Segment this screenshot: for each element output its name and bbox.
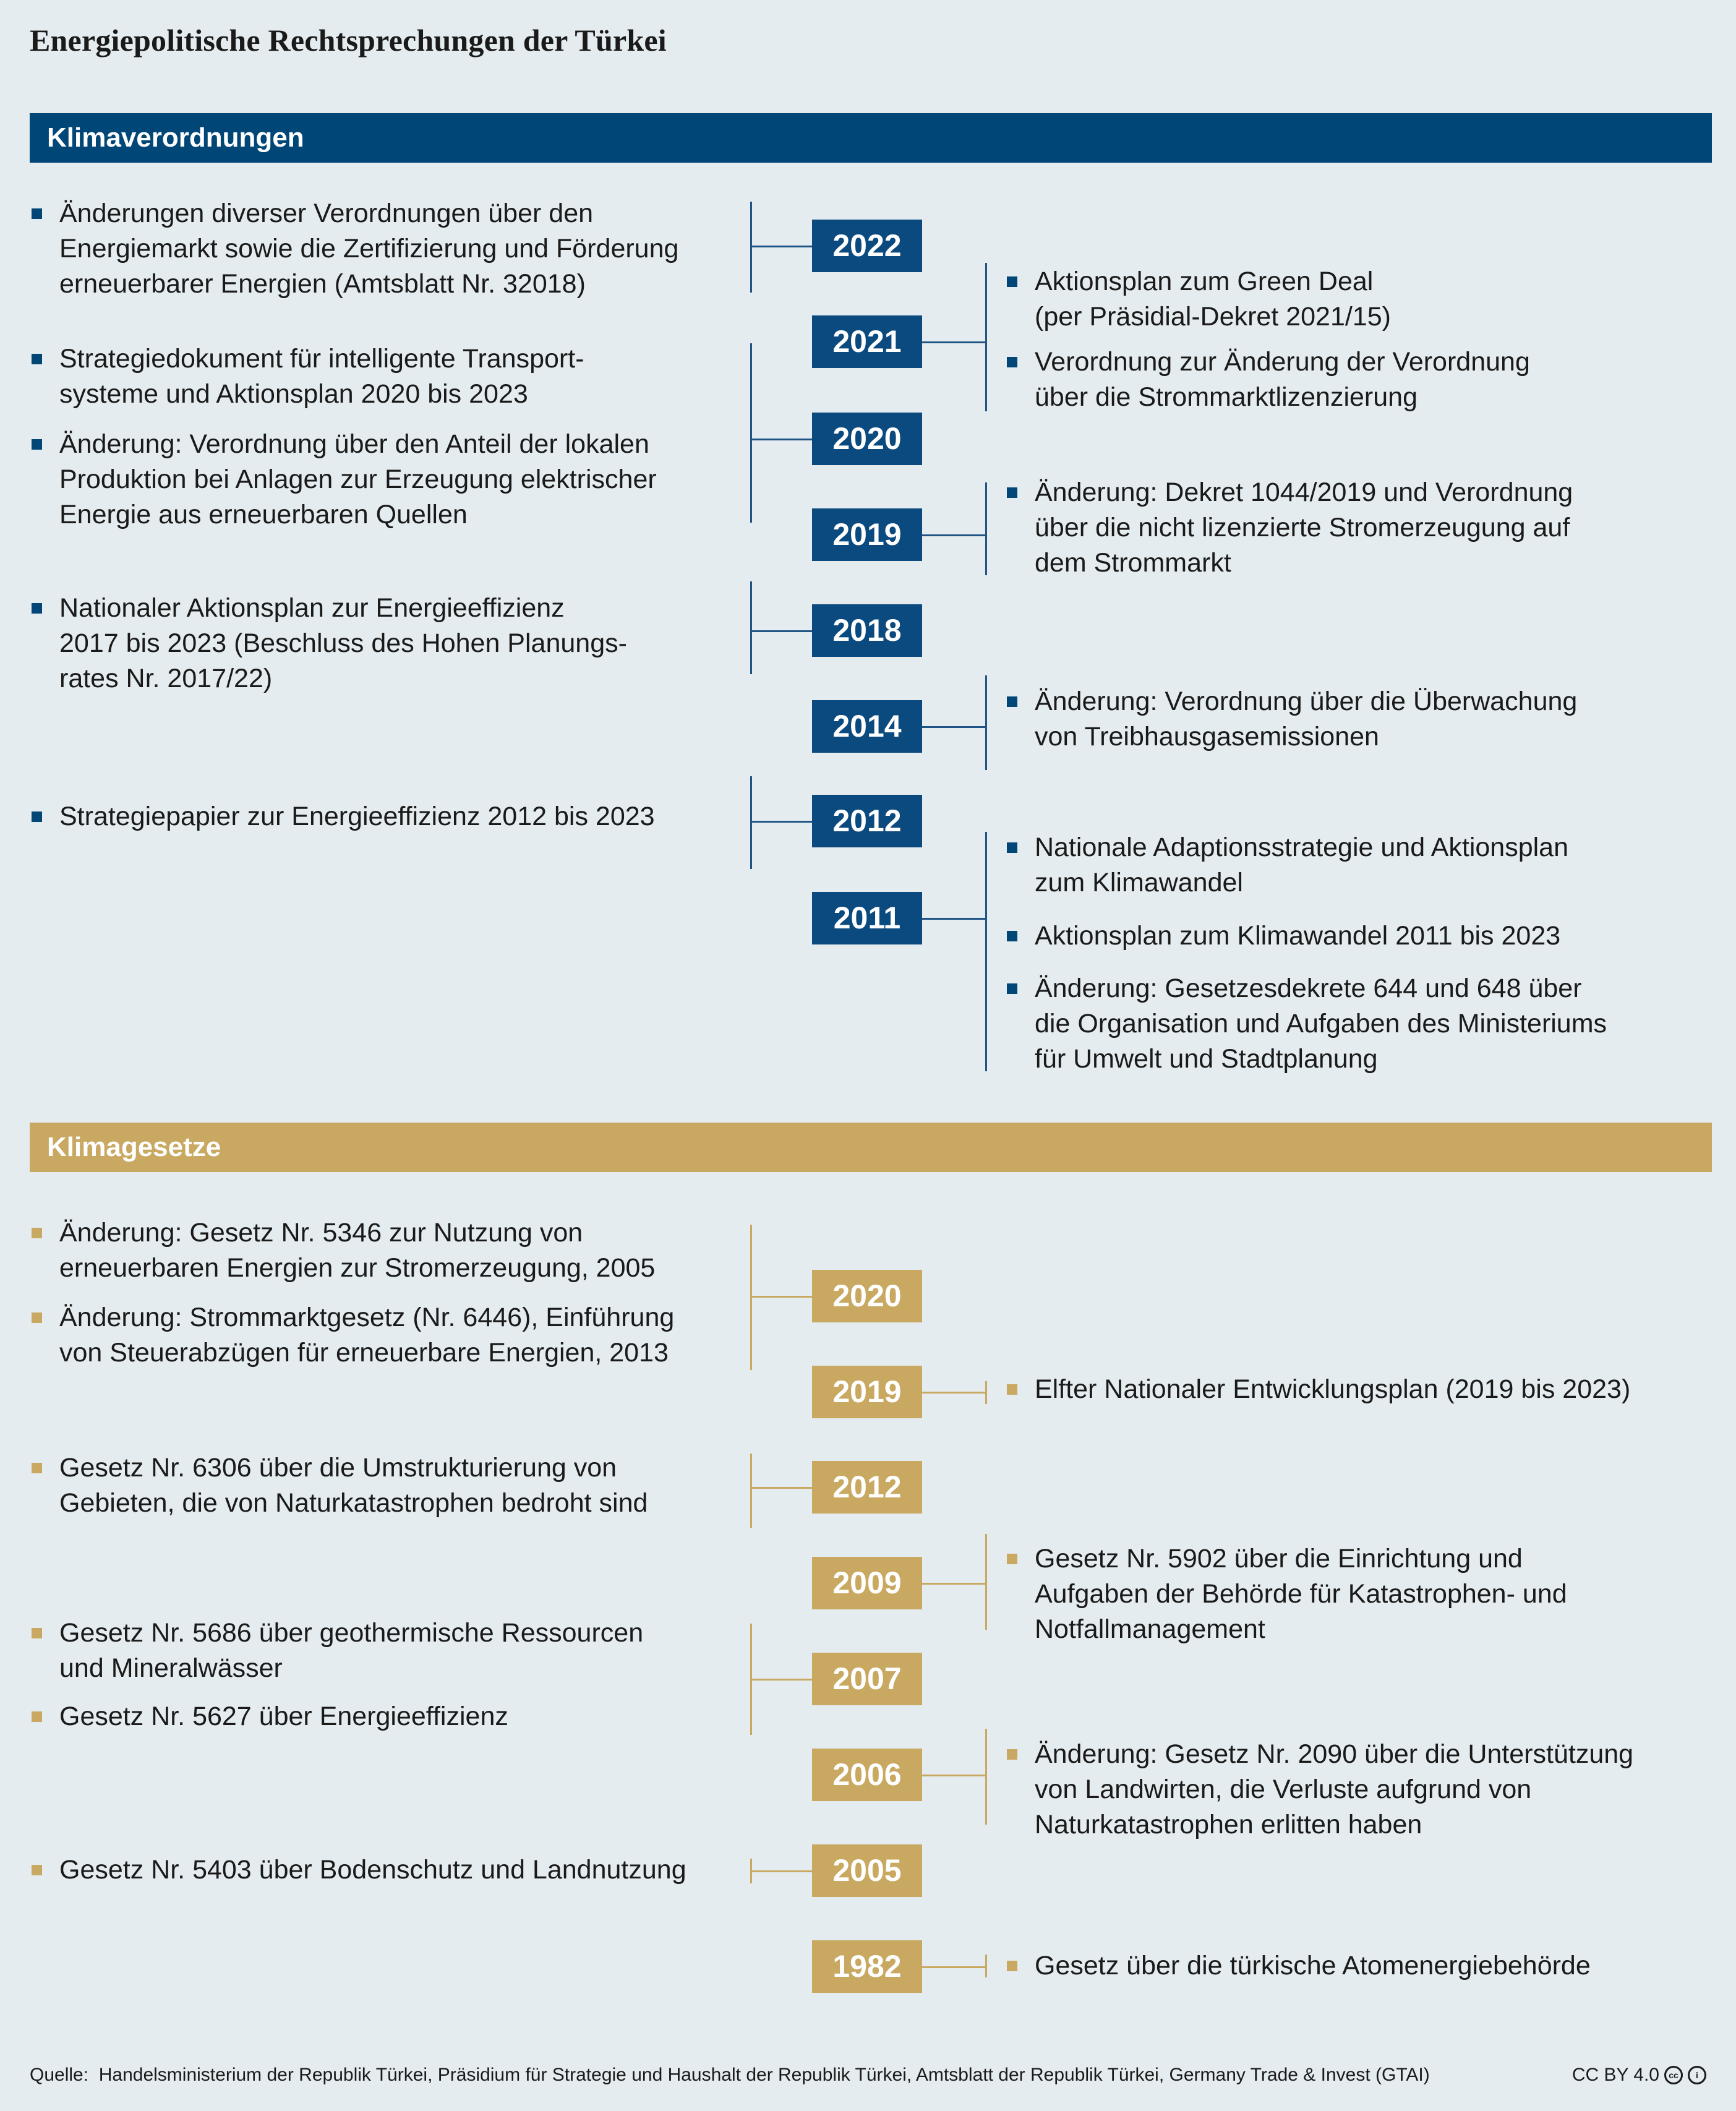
item-text-line: erneuerbaren Energien zur Stromerzeugung, 2005 [59,1253,656,1283]
item-text-line: von Steuerabzügen für erneuerbare Energien, 2013 [59,1338,669,1368]
item-text-line: Nationaler Aktionsplan zur Energieeffizienz [59,593,565,623]
item-text-line: zum Klimawandel [1035,868,1243,897]
year-box-2009: 2009 [812,1557,922,1609]
list-item [1005,475,1722,581]
list-item [30,1616,759,1686]
year-box-2018: 2018 [812,604,922,657]
bullet-square-icon [32,439,42,450]
list-item [1005,1372,1722,1407]
connector-vertical [985,1729,987,1825]
bullet-square-icon [32,1228,42,1238]
bullet-square-icon [1007,1749,1017,1760]
item-text-line: rates Nr. 2017/22) [59,664,273,693]
year-box-2006: 2006 [812,1749,922,1801]
connector-horizontal [922,918,987,920]
item-text-line: Gesetz Nr. 5403 über Bodenschutz und Landnutzung [59,1855,686,1885]
item-text-line: von Landwirten, die Verluste aufgrund von [1035,1775,1532,1804]
list-item [1005,918,1722,954]
source-note [30,2065,1430,2086]
connector-horizontal [750,1296,812,1298]
item-text-line: Änderung: Dekret 1044/2019 und Verordnung [1035,477,1573,507]
list-item [1005,830,1722,901]
bullet-square-icon [1007,487,1017,498]
item-text-line: Naturkatastrophen erlitten haben [1035,1810,1422,1839]
page-title: Energiepolitische Rechtsprechungen der Türkei [30,23,667,58]
item-text-line: und Mineralwässer [59,1653,283,1683]
list-item [1005,1948,1722,1984]
attribution-icon: i [1688,2066,1706,2084]
section-header-2: Klimagesetze [30,1123,1712,1172]
connector-vertical [985,482,987,575]
year-box-1982: 1982 [812,1940,922,1993]
list-item [30,799,759,834]
connector-horizontal [750,1679,812,1681]
year-box-2012: 2012 [812,1461,922,1514]
list-item [1005,971,1722,1077]
bullet-square-icon [32,208,42,219]
item-text-line: Änderung: Gesetzesdekrete 644 und 648 über [1035,974,1582,1003]
item-text-line: über die Strommarktlizenzierung [1035,382,1417,412]
year-box-2020: 2020 [812,413,922,465]
connector-vertical [985,1534,987,1630]
connector-horizontal [750,1487,812,1489]
bullet-square-icon [32,1711,42,1722]
item-text-line: erneuerbarer Energien (Amtsblatt Nr. 32018) [59,269,586,299]
item-text-line: Produktion bei Anlagen zur Erzeugung elektrischer [59,465,657,494]
connector-horizontal [922,726,987,728]
connector-vertical [985,675,987,770]
bullet-square-icon [1007,696,1017,707]
year-box-2021: 2021 [812,315,922,368]
list-item [30,427,759,533]
list-item [30,1300,759,1371]
item-text-line: Gesetz über die türkische Atomenergiebehörde [1035,1951,1591,1980]
year-box-2019: 2019 [812,508,922,561]
list-item [30,341,759,412]
connector-vertical [985,832,987,1071]
item-text-line: Gesetz Nr. 5627 über Energieeffizienz [59,1702,508,1731]
source-text: Handelsministerium der Republik Türkei, Präsidium für Strategie und Haushalt der Republik Türkei, Amtsblatt der Republik Türkei, Germany Trade & Invest (GTAI) [98,2065,1430,2085]
item-text-line: die Organisation und Aufgaben des Ministeriums [1035,1009,1607,1038]
list-item [1005,1541,1722,1647]
item-text-line: Änderungen diverser Verordnungen über den [59,199,594,228]
license-badge [1572,2065,1706,2086]
item-text-line: Aktionsplan zum Green Deal [1035,267,1374,296]
connector-horizontal [922,1583,987,1585]
bullet-square-icon [32,811,42,822]
connector-horizontal [922,534,987,536]
connector-horizontal [922,1392,987,1394]
list-item [1005,345,1722,415]
list-item [1005,264,1722,335]
item-text-line: Energiemarkt sowie die Zertifizierung und Förderung [59,234,679,263]
item-text-line: Strategiedokument für intelligente Transport- [59,344,584,374]
year-box-2020: 2020 [812,1270,922,1322]
item-text-line: dem Strommarkt [1035,548,1231,578]
year-box-2022: 2022 [812,220,922,272]
list-item [30,591,759,696]
cc-icon: cc [1664,2066,1683,2084]
item-text-line: Strategiepapier zur Energieeffizienz 2012 bis 2023 [59,802,655,831]
bullet-square-icon [1007,842,1017,853]
bullet-square-icon [32,1865,42,1875]
bullet-square-icon [32,1463,42,1473]
list-item [30,1852,759,1888]
bullet-square-icon [1007,1554,1017,1564]
bullet-square-icon [1007,276,1017,287]
bullet-square-icon [32,603,42,614]
list-item [30,1215,759,1286]
item-text-line: Gebieten, die von Naturkatastrophen bedroht sind [59,1488,648,1518]
bullet-square-icon [32,1628,42,1638]
item-text-line: systeme und Aktionsplan 2020 bis 2023 [59,379,528,409]
license-text: CC BY 4.0 [1571,2065,1659,2085]
list-item [1005,1737,1722,1843]
year-box-2007: 2007 [812,1653,922,1705]
item-text-line: Gesetz Nr. 6306 über die Umstrukturierung von [59,1453,617,1483]
connector-horizontal [750,439,812,440]
connector-horizontal [750,1870,812,1872]
item-text-line: Energie aus erneuerbaren Quellen [59,500,468,529]
item-text-line: Änderung: Gesetz Nr. 2090 über die Unterstützung [1035,1739,1634,1769]
source-label: Quelle: [30,2065,89,2085]
list-item [30,196,759,302]
bullet-square-icon [1007,931,1017,941]
bullet-square-icon [1007,357,1017,367]
item-text-line: Änderung: Verordnung über den Anteil der lokalen [59,429,649,459]
item-text-line: Änderung: Strommarktgesetz (Nr. 6446), Einführung [59,1303,675,1332]
connector-horizontal [922,341,987,343]
bullet-square-icon [32,354,42,364]
list-item [1005,684,1722,755]
bullet-square-icon [32,1312,42,1323]
year-box-2014: 2014 [812,700,922,753]
connector-horizontal [750,630,812,632]
item-text-line: (per Präsidial-Dekret 2021/15) [1035,302,1391,332]
item-text-line: von Treibhausgasemissionen [1035,722,1379,751]
item-text-line: Notfallmanagement [1035,1614,1265,1644]
item-text-line: für Umwelt und Stadtplanung [1035,1044,1378,1074]
item-text-line: Änderung: Verordnung über die Überwachung [1035,687,1578,716]
bullet-square-icon [1007,1961,1017,1971]
connector-horizontal [922,1775,987,1776]
list-item [30,1450,759,1521]
section-header-1: Klimaverordnungen [30,113,1712,163]
item-text-line: 2017 bis 2023 (Beschluss des Hohen Planungs- [59,628,627,658]
year-box-2005: 2005 [812,1844,922,1897]
item-text-line: Verordnung zur Änderung der Verordnung [1035,347,1530,377]
list-item [30,1699,759,1734]
connector-horizontal [750,821,812,823]
connector-vertical [985,263,987,411]
item-text-line: über die nicht lizenzierte Stromerzeugung auf [1035,513,1570,542]
year-box-2011: 2011 [812,892,922,944]
year-box-2012: 2012 [812,795,922,847]
item-text-line: Aufgaben der Behörde für Katastrophen- und [1035,1579,1567,1609]
connector-horizontal [922,1966,987,1968]
item-text-line: Aktionsplan zum Klimawandel 2011 bis 2023 [1035,921,1561,951]
item-text-line: Gesetz Nr. 5902 über die Einrichtung und [1035,1544,1523,1574]
bullet-square-icon [1007,1384,1017,1395]
item-text-line: Elfter Nationaler Entwicklungsplan (2019 bis 2023) [1035,1374,1631,1404]
connector-horizontal [750,246,812,247]
item-text-line: Änderung: Gesetz Nr. 5346 zur Nutzung von [59,1218,583,1248]
bullet-square-icon [1007,983,1017,994]
item-text-line: Nationale Adaptionsstrategie und Aktionsplan [1035,833,1569,862]
year-box-2019: 2019 [812,1366,922,1418]
item-text-line: Gesetz Nr. 5686 über geothermische Ressourcen [59,1618,644,1648]
